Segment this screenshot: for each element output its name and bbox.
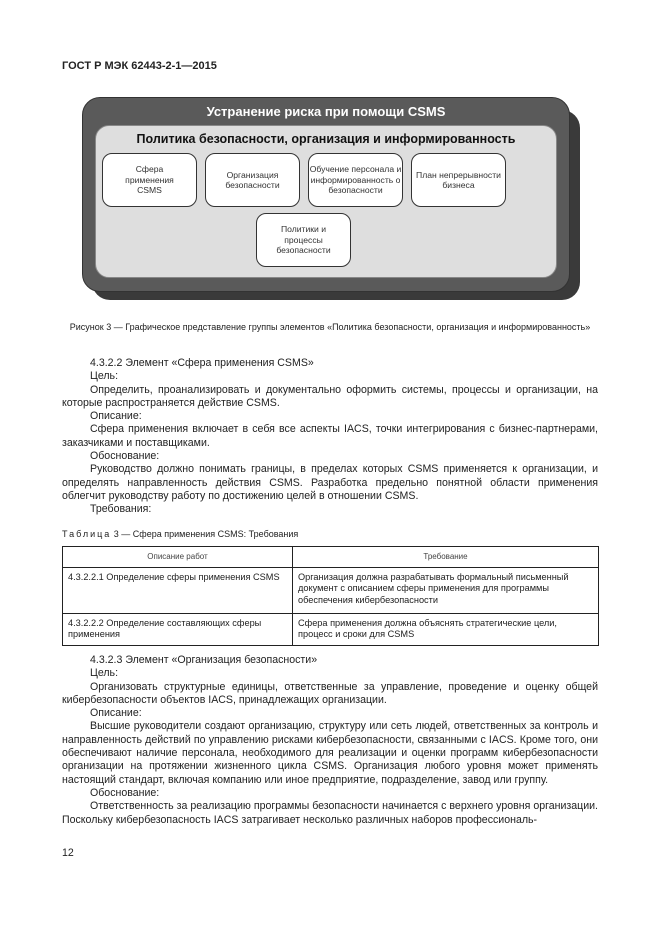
box-business-continuity xyxy=(411,153,506,207)
description-label: Описание: xyxy=(90,410,142,423)
box-policies-procedures xyxy=(256,213,351,267)
table-caption xyxy=(62,529,298,539)
table-row xyxy=(63,567,599,613)
box-label: Обучение персонала и информированность о безопасности xyxy=(309,164,402,196)
table-caption-word: Таблица xyxy=(62,529,112,539)
section-4-3-2-2 xyxy=(62,357,598,517)
rationale-label: Обоснование: xyxy=(90,786,160,799)
box-label: Организация безопасности xyxy=(225,169,280,190)
section-heading: 4.3.2.3 Элемент «Организация безопасности» xyxy=(90,654,318,666)
description-text: Сфера применения включает в себя все аспекты IACS, точки интегрирования с бизнес-партнерами, заказчиками и поставщиками. xyxy=(62,423,598,449)
section-4-3-2-3 xyxy=(62,654,598,827)
table-cell: 4.3.2.2.1 Определение сферы применения CSMS xyxy=(63,567,293,613)
box-label: План непрерывности бизнеса xyxy=(416,169,501,190)
description-text: Высшие руководители создают организацию, структуру или сеть людей, ответственных за контроль и направленность действий по управлению рисками кибербезопасности, связанными с IACS. Кроме того, они обеспечивают наличие персонала, необходимого для реализации и оценки программ кибербезопасности организации на протяжении жизненного цикла CSMS. Организация любого уровня может применять настоящий стандарт, включая компанию или иное предприятие, подразделение, завод или группу. xyxy=(62,720,598,786)
requirements-label: Требования: xyxy=(90,503,152,516)
page-number: 12 xyxy=(62,847,74,859)
inner-title: Политика безопасности, организация и информированность xyxy=(136,132,516,146)
goal-label: Цель: xyxy=(90,667,119,680)
box-csms-scope xyxy=(102,153,197,207)
column-header: Требование xyxy=(293,547,599,568)
section-heading: 4.3.2.2 Элемент «Сфера применения CSMS» xyxy=(90,357,314,369)
goal-label: Цель: xyxy=(90,370,119,383)
table-row xyxy=(63,613,599,645)
requirements-table xyxy=(62,546,599,646)
goal-text: Определить, проанализировать и документально оформить системы, процессы и организации, на которые распространяется действие CSMS. xyxy=(62,383,598,409)
rationale-text: Руководство должно понимать границы, в пределах которых CSMS применяется к организации, и определять направленность действия CSMS. Разработка предельно понятной области применения облегчит руководству работу по достижению целей в отношении CSMS. xyxy=(62,463,598,502)
description-label: Описание: xyxy=(90,707,142,720)
figure-caption: Рисунок 3 — Графическое представление группы элементов «Политика безопасности, организация и информированность» xyxy=(69,322,591,332)
column-header: Описание работ xyxy=(63,547,293,568)
box-label: Политики и процессы безопасности xyxy=(276,224,331,256)
document-header: ГОСТ Р МЭК 62443-2-1—2015 xyxy=(62,60,217,72)
box-label: Сфера применения CSMS xyxy=(125,164,174,196)
goal-text: Организовать структурные единицы, ответственные за управление, проведение и оценку общей кибербезопасности объектов IACS, принадлежащих организации. xyxy=(62,680,598,706)
rationale-label: Обоснование: xyxy=(90,450,160,463)
table-header-row xyxy=(63,547,599,568)
table-caption-text: 3 — Сфера применения CSMS: Требования xyxy=(111,529,299,539)
rationale-text: Ответственность за реализацию программы безопасности начинается с верхнего уровня организации. Поскольку кибербезопасность IACS затрагивает несколько различных наборов профессиональ- xyxy=(62,800,598,826)
table-cell: 4.3.2.2.2 Определение составляющих сферы применения xyxy=(63,613,293,645)
outer-title: Устранение риска при помощи CSMS xyxy=(206,104,446,119)
table-cell: Организация должна разрабатывать формальный письменный документ с описанием сферы применения для программы обеспечения кибербезопасности xyxy=(293,567,599,613)
table-cell: Сфера применения должна объяснять стратегические цели, процесс и сроки для CSMS xyxy=(293,613,599,645)
box-training-awareness xyxy=(308,153,403,207)
box-security-organization xyxy=(205,153,300,207)
